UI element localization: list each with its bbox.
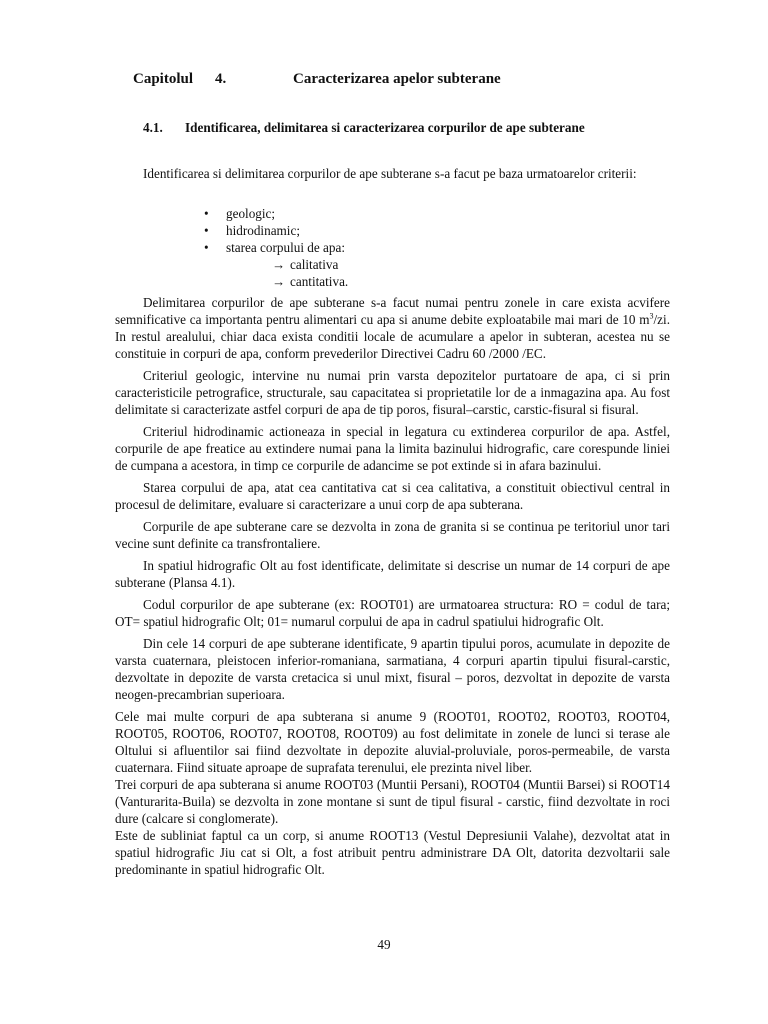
paragraph-transboundary: Corpurile de ape subterane care se dezvolta in zona de granita si se continua pe teritoriul unor tari vecine sunt definite ca transfrontaliere. bbox=[115, 519, 670, 551]
sub-list-item: → calitativa bbox=[272, 257, 339, 272]
paragraph-olt-count: In spatiul hidrografic Olt au fost identificate, delimitate si descrise un numar de 14 corpuri de ape subterane (Plansa 4.1). bbox=[115, 558, 670, 590]
paragraph-mountain-bodies: Trei corpuri de apa subterana si anume ROOT03 (Muntii Persani), ROOT04 (Muntii Barsei) si ROOT14 (Vanturarita-Buila) se dezvolta in zone montane si sunt de tipul fisural - carstic, fiind dezvoltate in roci dure (calcare si conglomerate). bbox=[115, 777, 670, 826]
list-item: • hidrodinamic; bbox=[200, 222, 345, 239]
sub-list-item: → cantitativa. bbox=[272, 274, 349, 289]
section-number: 4.1. bbox=[143, 120, 163, 135]
chapter-number: 4. bbox=[215, 71, 227, 87]
body-text bbox=[115, 294, 670, 878]
paragraph-types: Din cele 14 corpuri de ape subterane identificate, 9 apartin tipului poros, acumulate in depozite de varsta cuaternara, pleistocen inferior-romaniana, sarmatiana, 4 corpuri apartin tipului fisural-carstic, dezvoltate in depozite de varsta cretacica si unul mixt, fisural – poros, dezvoltat in depozite de varsta neogen-precambrian superioara. bbox=[115, 636, 670, 702]
water-state-sublist bbox=[272, 256, 348, 290]
paragraph-water-state: Starea corpului de apa, atat cea cantitativa cat si cea calitativa, a constituit obiectivul central in procesul de delimitare, evaluare si caracterizare a unui corp de apa subterana. bbox=[115, 480, 670, 512]
intro-paragraph: Identificarea si delimitarea corpurilor de ape subterane s-a facut pe baza urmatoarelor criterii: bbox=[143, 166, 637, 181]
criteria-list bbox=[200, 205, 345, 256]
paragraph-geologic-criterion: Criteriul geologic, intervine nu numai prin varsta depozitelor purtatoare de apa, ci si prin caracteristicile petrografice, structurale, sau capacitatea si proprietatile lor de a inmagazina apa. Au fost delimitate si caracterizate astfel corpuri de apa de tip poros, fisural–carstic, carstic-fisural si fisural. bbox=[115, 368, 670, 417]
chapter-word: Capitolul bbox=[133, 71, 194, 87]
chapter-title: Caracterizarea apelor subterane bbox=[293, 71, 501, 87]
paragraph-delimitation: Delimitarea corpurilor de ape subterane s-a facut numai pentru zonele in care exista acvifere semnificative ca importanta pentru alimentari cu apa si anume debite exploatabile mai mari de 10 $m^3/zi$. In restul arealului, chiar daca exista conditii locale de acumulare a apelor in subteran, acestea nu se constituie in corpuri de apa, conform prevederilor Directivei Cadru 60 /2000 /EC. bbox=[115, 295, 670, 361]
paragraph-root13: Este de subliniat faptul ca un corp, si anume ROOT13 (Vestul Depresiunii Valahe), dezvoltat atat in spatiul hidrografic Jiu cat si Olt, a fost atribuit pentru administrare DA Olt, datorita dezvoltarii sale predominante in spatiul hidrografic Olt. bbox=[115, 828, 670, 877]
section-title: Identificarea, delimitarea si caracterizarea corpurilor de ape subterane bbox=[185, 120, 585, 135]
paragraph-nine-bodies: Cele mai multe corpuri de apa subterana si anume 9 (ROOT01, ROOT02, ROOT03, ROOT04, ROOT05, ROOT06, ROOT07, ROOT08, ROOT09) au fost delimitate in zonele de lunci si terase ale Oltului si afluentilor sai fiind dezvoltate in depozite aluvial-proluviale, poros-permeabile, de varsta cuaternara. Fiind situate aproape de suprafata terenului, ele prezinta nivel liber. bbox=[115, 709, 670, 775]
arrow-icon: → bbox=[272, 257, 286, 272]
list-item: • geologic; bbox=[200, 205, 345, 222]
paragraph-code-structure: Codul corpurilor de ape subterane (ex: ROOT01) are urmatoarea structura: RO = codul de tara; OT= spatiul hidrografic Olt; 01= numarul corpului de apa in cadrul spatiului hidrografic Olt. bbox=[115, 597, 670, 629]
arrow-icon: → bbox=[272, 274, 286, 289]
list-item: • starea corpului de apa: bbox=[200, 239, 345, 256]
chapter-heading bbox=[133, 71, 501, 88]
paragraph-hydrodynamic-criterion: Criteriul hidrodinamic actioneaza in special in legatura cu extinderea corpurilor de apa. Astfel, corpurile de ape freatice au extindere numai pana la limita bazinului hidrografic, care corespunde liniei de cumpana a acestora, in timp ce corpurile de adancime se pot extinde si in afara bazinului. bbox=[115, 424, 670, 473]
section-heading bbox=[143, 120, 585, 136]
page-number: 49 bbox=[377, 937, 391, 952]
intro-paragraph-block bbox=[115, 165, 670, 182]
